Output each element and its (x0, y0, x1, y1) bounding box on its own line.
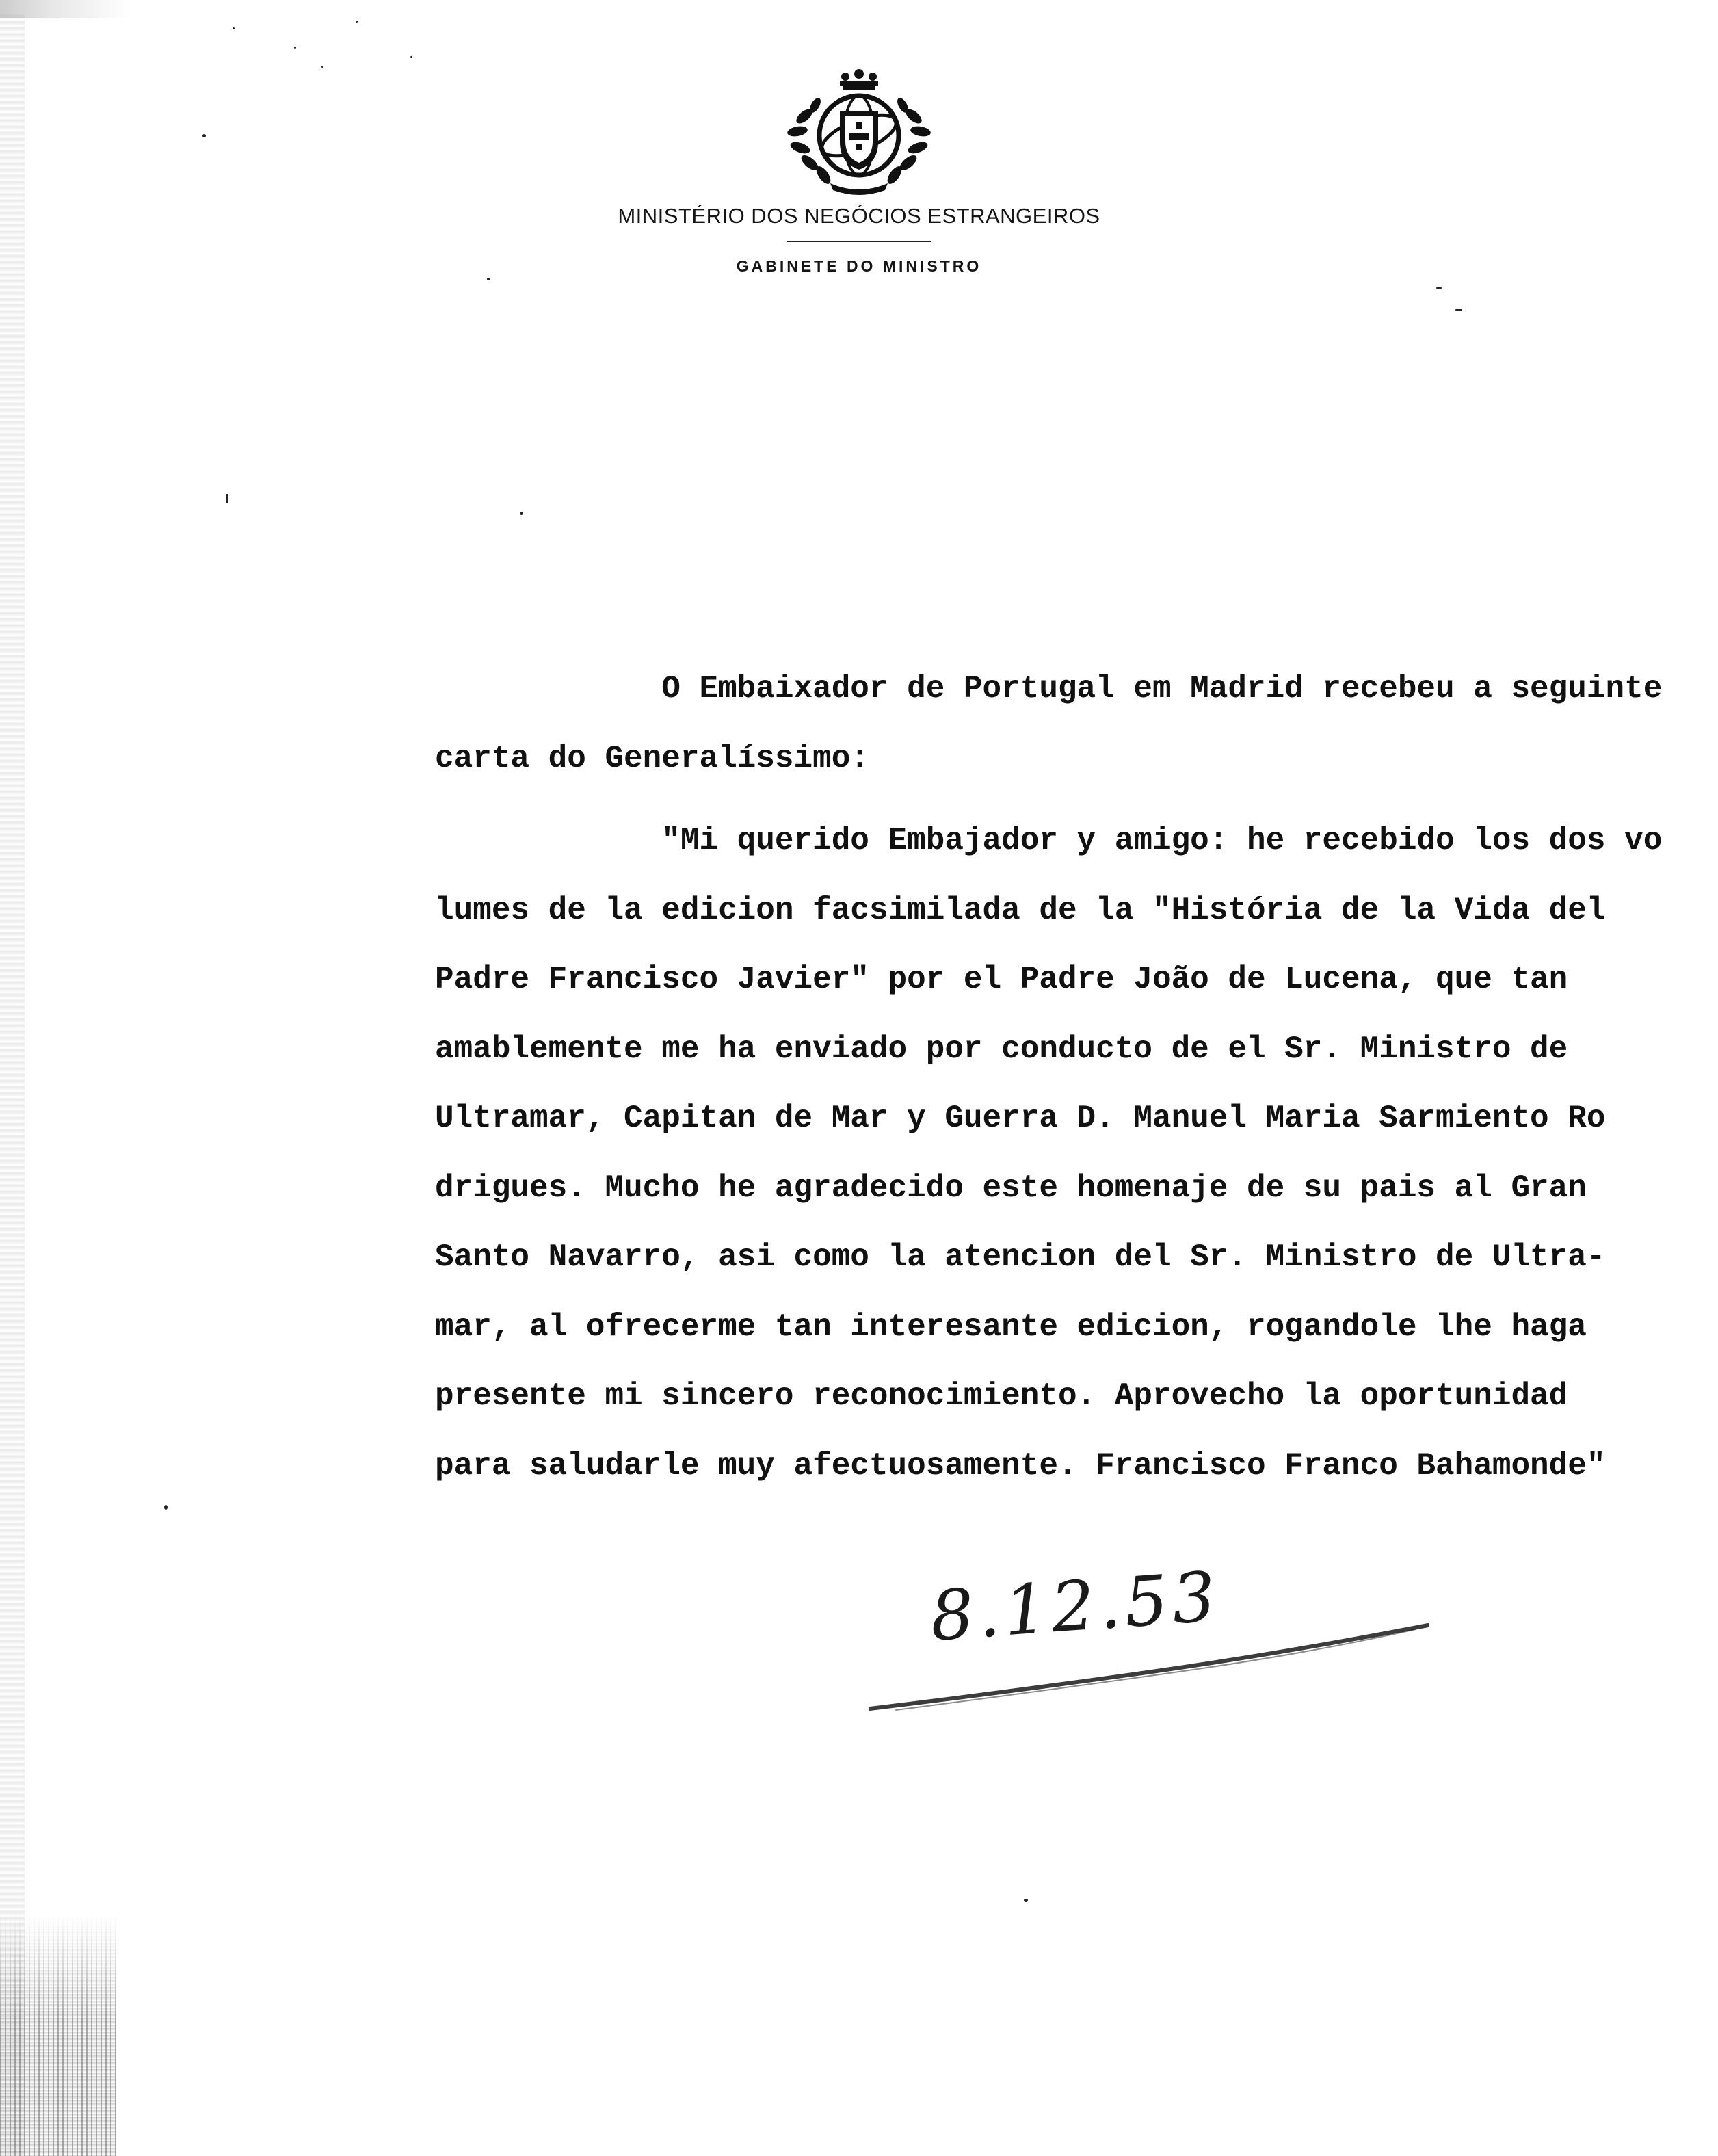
body-line: "Mi querido Embajador y amigo: he recebido los dos vo (435, 823, 1663, 858)
coat-of-arms-icon (777, 68, 941, 198)
scan-speck (226, 494, 228, 503)
letterhead (585, 68, 1133, 276)
body-line: O Embaixador de Portugal em Madrid recebeu a seguinte (435, 671, 1663, 707)
body-line: Padre Francisco Javier" por el Padre João de Lucena, que tan (435, 962, 1568, 997)
scan-speck (202, 134, 206, 137)
body-line: para saludarle muy afectuosamente. Francisco Franco Bahamonde" (435, 1447, 1606, 1484)
scan-speck (410, 56, 412, 58)
body-line: Santo Navarro, asi como la atencion del Sr. Ministro de Ultra- (435, 1239, 1606, 1275)
body-line: lumes de la edicion facsimilada de la "História de la Vida del (435, 892, 1606, 928)
scan-speck (164, 1505, 168, 1510)
scan-speck (1024, 1899, 1028, 1902)
scan-speck (294, 47, 296, 49)
scan-edge-bottom (0, 1915, 116, 2156)
cabinet-name: GABINETE DO MINISTRO (736, 257, 982, 275)
body-line: amablemente me ha enviado por conducto de el Sr. Ministro de (435, 1031, 1568, 1067)
body-line: presente mi sincero reconocimiento. Aprovecho la oportunidad (435, 1378, 1568, 1414)
scan-speck (520, 512, 523, 515)
scan-speck (487, 278, 490, 280)
pen-stroke-underline (869, 1621, 1429, 1724)
letterhead-divider (787, 241, 931, 242)
body-line: drigues. Mucho he agradecido este homenaje de su pais al Gran (435, 1170, 1587, 1206)
scan-speck (321, 66, 323, 68)
body-line: mar, al ofrecerme tan interesante edicion, rogandole lhe haga (435, 1309, 1587, 1345)
letter-body (435, 655, 1707, 1501)
scan-speck (1436, 287, 1442, 289)
scan-speck (356, 21, 358, 23)
body-line: Ultramar, Capitan de Mar y Guerra D. Manuel Maria Sarmiento Ro (435, 1101, 1606, 1136)
handwritten-date: 8.12.53 (927, 1556, 1223, 1657)
scan-speck (1455, 309, 1462, 311)
scan-speck (233, 27, 235, 29)
body-line: carta do Generalíssimo: (435, 740, 869, 776)
ministry-name: MINISTÉRIO DOS NEGÓCIOS ESTRANGEIROS (618, 204, 1100, 228)
scan-edge-left (0, 14, 25, 2156)
